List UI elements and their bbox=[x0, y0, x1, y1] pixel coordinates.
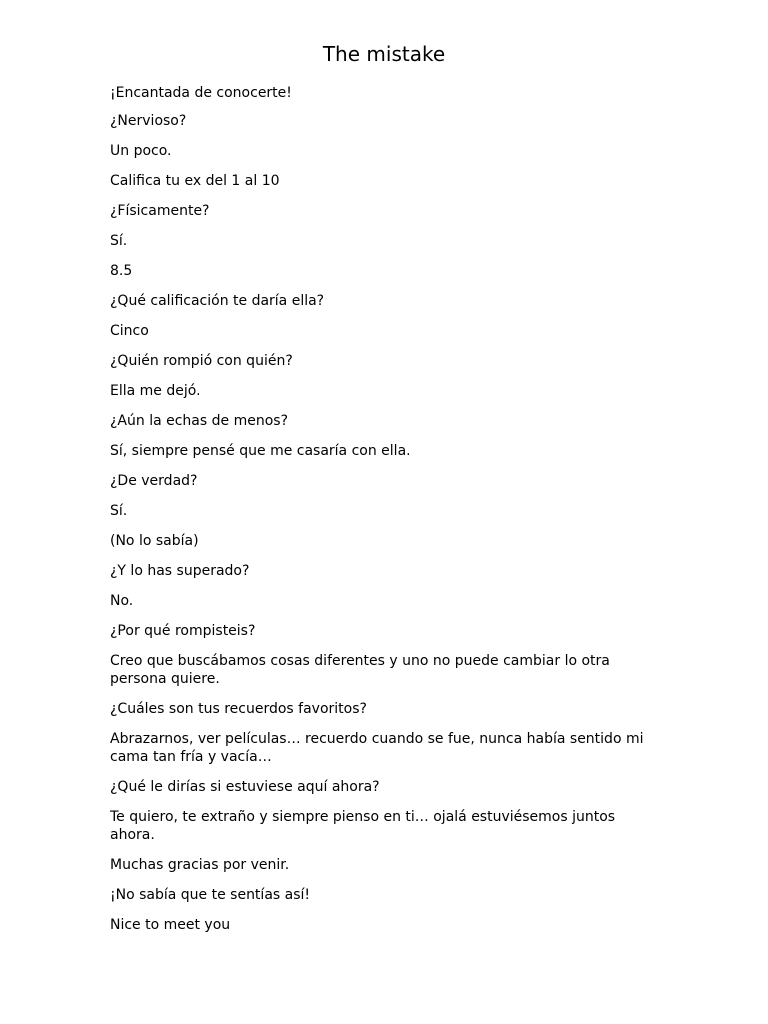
paragraph-19: ¿Por qué rompisteis? bbox=[110, 623, 256, 639]
paragraph-21: ¿Cuáles son tus recuerdos favoritos? bbox=[110, 701, 367, 717]
paragraph-11: Ella me dejó. bbox=[110, 383, 201, 399]
paragraph-6: Sí. bbox=[110, 233, 128, 249]
paragraph-2: ¿Nervioso? bbox=[110, 113, 187, 129]
paragraph-24: Te quiero, te extraño y siempre pienso en ti… ojalá estuviésemos juntos ahora. bbox=[110, 809, 616, 843]
paragraph-1: ¡Encantada de conocerte! bbox=[110, 85, 292, 101]
paragraph-5: ¿Físicamente? bbox=[110, 203, 210, 219]
paragraph-25: Muchas gracias por venir. bbox=[110, 857, 290, 873]
paragraph-27: Nice to meet you bbox=[110, 917, 231, 933]
paragraph-12: ¿Aún la echas de menos? bbox=[110, 413, 288, 429]
paragraph-3: Un poco. bbox=[110, 143, 172, 159]
paragraph-18: No. bbox=[110, 593, 134, 609]
document-body bbox=[110, 84, 660, 934]
paragraph-7: 8.5 bbox=[110, 263, 133, 279]
paragraph-23: ¿Qué le dirías si estuviese aquí ahora? bbox=[110, 779, 380, 795]
paragraph-22: Abrazarnos, ver películas… recuerdo cuando se fue, nunca había sentido mi cama tan fría y vacía… bbox=[110, 731, 644, 765]
paragraph-9: Cinco bbox=[110, 323, 149, 339]
paragraph-13: Sí, siempre pensé que me casaría con ella. bbox=[110, 443, 411, 459]
paragraph-17: ¿Y lo has superado? bbox=[110, 563, 250, 579]
paragraph-26: ¡No sabía que te sentías así! bbox=[110, 887, 311, 903]
document-title: The mistake bbox=[322, 42, 446, 66]
paragraph-14: ¿De verdad? bbox=[110, 473, 198, 489]
paragraph-15: Sí. bbox=[110, 503, 128, 519]
paragraph-8: ¿Qué calificación te daría ella? bbox=[110, 293, 325, 309]
paragraph-4: Califica tu ex del 1 al 10 bbox=[110, 173, 280, 189]
paragraph-10: ¿Quién rompió con quién? bbox=[110, 353, 293, 369]
paragraph-16: (No lo sabía) bbox=[110, 533, 199, 549]
paragraph-20: Creo que buscábamos cosas diferentes y uno no puede cambiar lo otra persona quiere. bbox=[110, 653, 610, 687]
